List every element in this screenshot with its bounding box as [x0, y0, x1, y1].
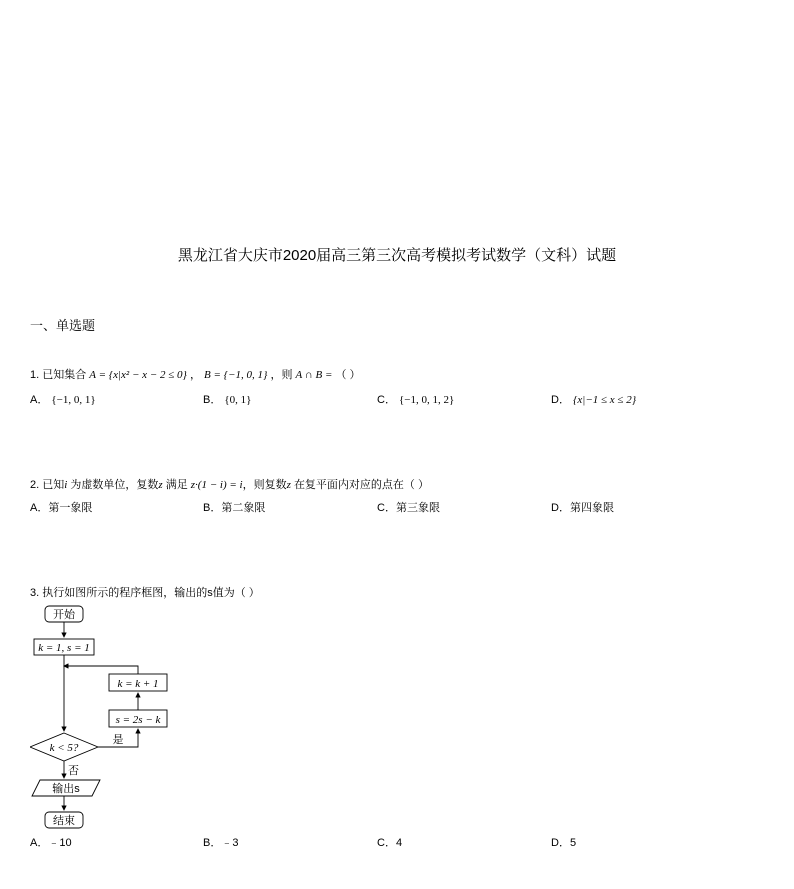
flow-update-s-label: s = 2s − k	[115, 714, 161, 726]
q3-option-a[interactable]	[30, 834, 72, 850]
q1-expr: A ∩ B =	[295, 369, 333, 381]
option-label: D．	[551, 394, 570, 406]
q3-option-c[interactable]	[377, 834, 402, 850]
option-label: A．	[30, 837, 49, 849]
question-3: 3. 执行如图所示的程序框图，输出的s值为（ ）	[30, 587, 260, 599]
flow-init-label: k = 1, s = 1	[38, 642, 90, 654]
option-label: C．	[377, 837, 396, 849]
flow-update-k-label: k = k + 1	[117, 678, 159, 690]
option-value: 第四象限	[569, 502, 614, 514]
option-label: A．	[30, 394, 49, 406]
option-value: 第三象限	[395, 502, 440, 514]
q2-text-4: 在复平面内对应的点在（ ）	[293, 479, 429, 491]
q1-prefix: 1. 已知集合	[30, 369, 87, 381]
question-2	[30, 476, 429, 492]
option-value: 5	[569, 837, 577, 849]
option-label: B．	[203, 837, 222, 849]
option-label: D．	[551, 502, 570, 514]
q2-equation: z·(1 − i) = i	[190, 479, 243, 491]
option-label: C．	[377, 502, 396, 514]
q2-option-c[interactable]	[377, 499, 440, 515]
q2-z-2: z	[286, 479, 291, 491]
option-value: 第一象限	[48, 502, 93, 514]
option-label: B．	[203, 394, 222, 406]
flow-condition-label: k < 5?	[49, 742, 79, 754]
option-value: {−1, 0, 1, 2}	[399, 394, 455, 406]
option-label: A．	[30, 502, 49, 514]
question-1	[30, 366, 361, 382]
q2-option-a[interactable]	[30, 499, 92, 515]
q1-option-b[interactable]	[203, 391, 251, 407]
q2-text-1: 为虚数单位，复数	[70, 479, 159, 491]
option-value: ﹣3	[221, 837, 239, 849]
section-heading: 一、单选题	[30, 318, 96, 333]
q2-prefix: 2. 已知	[30, 479, 65, 491]
option-value: 第二象限	[221, 502, 266, 514]
option-value: ﹣10	[48, 837, 72, 849]
q1-set-b: B = {−1, 0, 1}	[204, 369, 268, 381]
flow-start-label: 开始	[53, 609, 75, 621]
q1-sep: ，	[189, 369, 201, 381]
q3-option-b[interactable]	[203, 834, 238, 850]
option-value: 4	[395, 837, 403, 849]
option-value: {0, 1}	[224, 394, 252, 406]
flowchart	[30, 602, 170, 834]
q1-mid: ，则	[270, 369, 293, 381]
q1-option-a[interactable]	[30, 391, 96, 407]
page-title: 黑龙江省大庆市2020届高三第三次高考模拟考试数学（文科）试题	[177, 247, 617, 264]
option-value: {x|−1 ≤ x ≤ 2}	[573, 394, 637, 406]
option-label: D．	[551, 837, 570, 849]
q2-text-2: 满足	[165, 479, 188, 491]
q1-option-c[interactable]	[377, 391, 454, 407]
option-label: B．	[203, 502, 222, 514]
q2-z: z	[158, 479, 163, 491]
q2-option-d[interactable]	[551, 499, 614, 515]
flow-no-label: 否	[68, 765, 79, 777]
q2-option-b[interactable]	[203, 499, 265, 515]
flow-end-label: 结束	[53, 815, 75, 827]
q1-option-d[interactable]	[551, 391, 636, 407]
option-label: C．	[377, 394, 396, 406]
q3-option-d[interactable]	[551, 834, 576, 850]
flow-output-label: 输出s	[52, 783, 80, 795]
flow-yes-label: 是	[112, 734, 124, 746]
q2-text-3: ，则复数	[242, 479, 287, 491]
q1-suffix: （ ）	[335, 369, 361, 381]
q2-i: i	[64, 479, 68, 491]
option-value: {−1, 0, 1}	[51, 394, 96, 406]
q1-set-a: A = {x|x² − x − 2 ≤ 0}	[89, 369, 187, 381]
